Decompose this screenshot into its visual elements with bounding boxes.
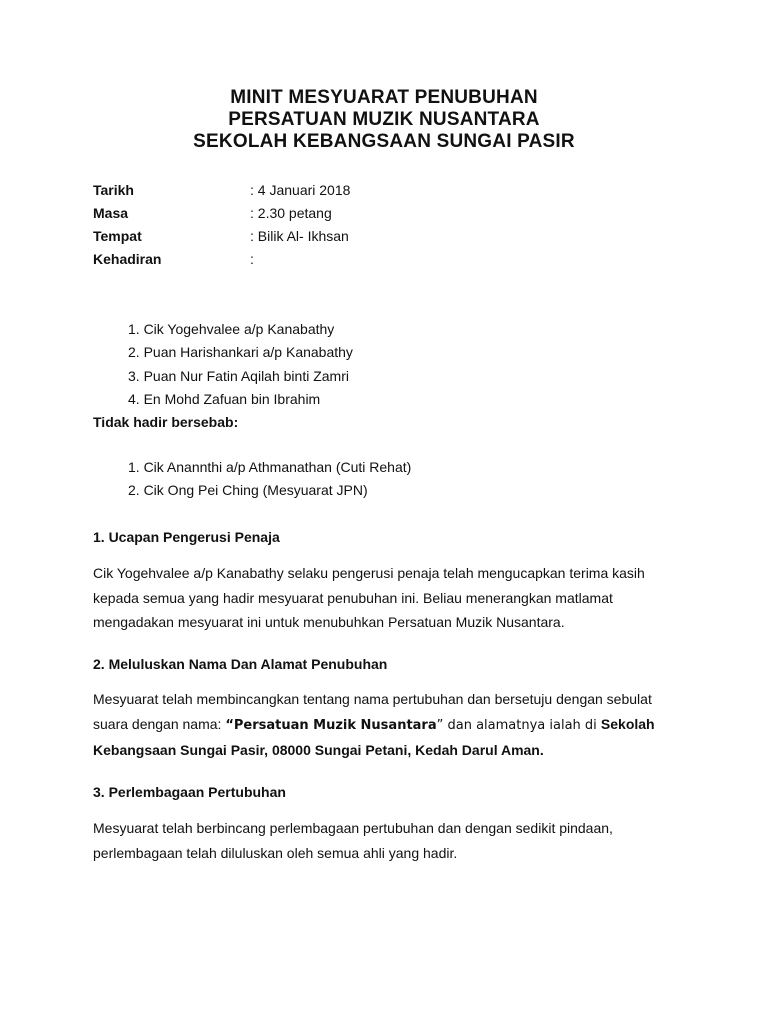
address-start: Sekolah bbox=[600, 715, 655, 732]
section-1-heading: 1. Ucapan Pengerusi Penaja bbox=[93, 529, 280, 545]
date-row bbox=[93, 181, 693, 204]
paragraph-line: perlembagaan telah diluluskan oleh semua ahli yang hadir. bbox=[93, 844, 458, 861]
paragraph-line: Mesyuarat telah membincangkan tentang nama pertubuhan dan bersetuju dengan sebulat bbox=[93, 691, 652, 707]
time-label: Masa bbox=[93, 205, 129, 221]
address-text: Kebangsaan Sungai Pasir, 08000 Sungai Petani, Kedah Darul Aman. bbox=[93, 742, 544, 758]
paragraph-line bbox=[93, 738, 693, 763]
section-2-heading: 2. Meluluskan Nama Dan Alamat Penubuhan bbox=[93, 656, 388, 672]
place-value: : Bilik Al- Ikhsan bbox=[250, 228, 349, 244]
meeting-details bbox=[93, 181, 693, 273]
attendance-label: Kehadiran bbox=[93, 251, 162, 267]
title-line-1: MINIT MESYUARAT PENUBUHAN bbox=[230, 87, 538, 108]
paragraph-line: Mesyuarat telah berbincang perlembagaan pertubuhan dan dengan sedikit pindaan, bbox=[93, 820, 613, 836]
time-row bbox=[93, 204, 693, 227]
date-value: : 4 Januari 2018 bbox=[250, 182, 351, 198]
absent-heading: Tidak hadir bersebab: bbox=[93, 414, 239, 430]
section-3-heading: 3. Perlembagaan Pertubuhan bbox=[93, 784, 286, 800]
attendee-list bbox=[128, 320, 688, 413]
list-item: 1. Cik Anannthi a/p Athmanathan (Cuti Rehat) bbox=[128, 459, 412, 475]
list-item: 3. Puan Nur Fatin Aqilah binti Zamri bbox=[128, 367, 349, 384]
time-value: : 2.30 petang bbox=[250, 205, 332, 221]
section-2-paragraph bbox=[93, 687, 693, 763]
place-row bbox=[93, 227, 693, 250]
list-item: 2. Cik Ong Pei Ching (Mesyuarat JPN) bbox=[128, 482, 368, 499]
paragraph-line: kepada semua yang hadir mesyuarat penubuhan ini. Beliau menerangkan matlamat bbox=[93, 589, 613, 606]
title-line-3: SEKOLAH KEBANGSAAN SUNGAI PASIR bbox=[193, 131, 575, 152]
absentee-list bbox=[128, 458, 688, 505]
place-label: Tempat bbox=[93, 228, 142, 244]
attendance-row bbox=[93, 250, 693, 273]
list-item: 4. En Mohd Zafuan bin Ibrahim bbox=[128, 390, 321, 407]
section-1-paragraph bbox=[93, 561, 693, 635]
association-name: “Persatuan Muzik Nusantara bbox=[225, 717, 437, 733]
date-label: Tarikh bbox=[93, 182, 134, 198]
paragraph-line bbox=[93, 712, 693, 739]
list-item: 1. Cik Yogehvalee a/p Kanabathy bbox=[128, 321, 335, 337]
paragraph-line: mengadakan mesyuarat ini untuk menubuhkan Persatuan Muzik Nusantara. bbox=[93, 614, 565, 630]
section-3-paragraph bbox=[93, 816, 693, 865]
paragraph-text: ” dan alamatnya ialah di bbox=[436, 717, 601, 733]
list-item: 2. Puan Harishankari a/p Kanabathy bbox=[128, 344, 353, 361]
paragraph-line: Cik Yogehvalee a/p Kanabathy selaku pengerusi penaja telah mengucapkan terima kasih bbox=[93, 565, 645, 581]
attendance-value: : bbox=[250, 251, 254, 267]
paragraph-text: suara dengan nama: bbox=[93, 715, 226, 732]
document-title bbox=[0, 87, 768, 153]
title-line-2: PERSATUAN MUZIK NUSANTARA bbox=[228, 109, 540, 130]
